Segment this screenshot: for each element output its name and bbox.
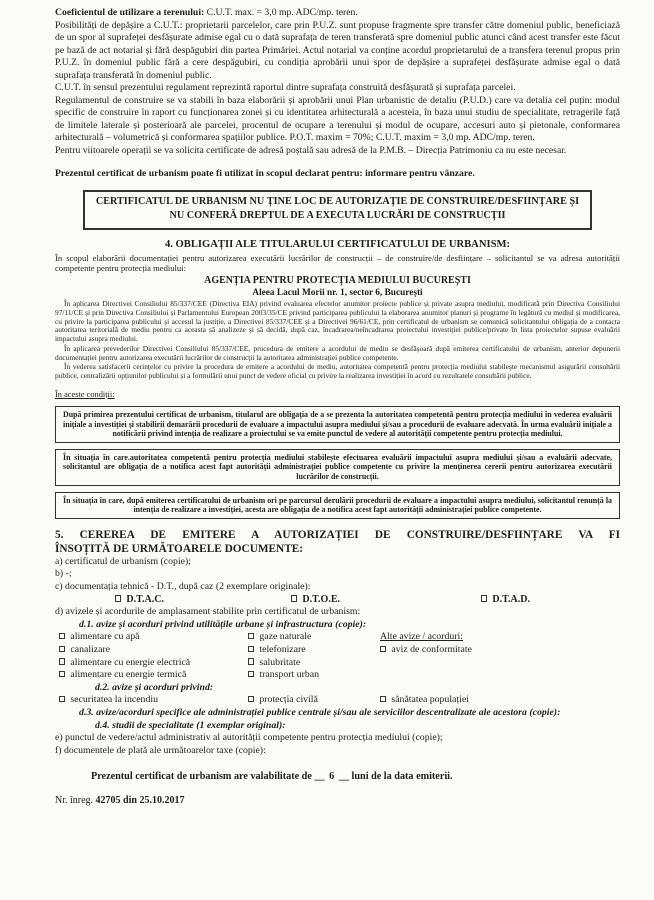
checkbox-dtoe [291, 594, 481, 607]
section4-title: 4. OBLIGAȚII ALE TITULARULUI CERTIFICATULUI DE URBANISM: [164, 238, 511, 250]
checkbox-alimentare-apa [59, 631, 248, 644]
checkbox-icon [248, 696, 254, 702]
item-d: d) avizele și acordurile de amplasament stabilite prin certificatul de urbanism: [55, 606, 361, 618]
section5-title-line-2: ÎNSOȚITĂ DE URMĂTOARELE DOCUMENTE: [55, 542, 304, 555]
registration-value: 42705 din 25.10.2017 [95, 795, 185, 807]
checkbox-dtac [115, 594, 291, 607]
checkbox-icon [59, 658, 65, 664]
checkbox-label: alimentare cu apă [70, 631, 140, 643]
checkbox-icon [59, 671, 65, 677]
item-b: b) -; [55, 568, 72, 580]
checkbox-telefonizare [248, 644, 380, 657]
checkbox-icon [248, 633, 254, 639]
checkbox-label: alimentare cu energie termică [70, 669, 187, 681]
checkbox-label: D.T.A.D. [492, 593, 530, 605]
checkbox-salubritate [248, 657, 380, 670]
checkbox-label: telefonizare [259, 643, 306, 655]
section4-intro: În scopul elaborării documentației pentru autorizarea executării lucrărilor de construcții – de construire/de desființare – solicitantul se va adresa autorității competente pentru protecția mediului: [55, 252, 620, 273]
condition-box-2: În situația în care.autoritatea competentă pentru protecția mediului stabilește efectuarea evaluării impactului asupra mediului și/sau a evaluării adecvate, solicitantul are obligația de a notifica acest fapt autorității administrației publice competente cu privire la menținerea cererii pentru autorizarea executării lucrărilor de construcții. [55, 449, 620, 486]
checkbox-label: salubritate [259, 656, 301, 668]
checkbox-securitate-incendiu [59, 694, 248, 707]
cut-value: C.U.T. max. = 3,0 mp. ADC/mp. teren. [204, 7, 358, 18]
legal-paragraph-3: În vederea satisfacerii cerințelor cu privire la procedura de emitere a acordului de mediu, autoritatea competentă pentru protecția mediului stabilește mecanismul asigurării consultării publice, centralizării opțiunilor publicului și a formulării unui punct de vedere oficial cu privire la realizarea investiției în acord cu rezultatele consultării publice. [55, 362, 620, 381]
paragraph-viitoare-operatii: Pentru viitoarele operații se va solicita certificate de adresă poștală sau adresă de la P.M.B. – Direcția Patrimoniu ca nu este necesar. [55, 144, 567, 156]
d2-avize-row [55, 694, 620, 707]
dt-options-row [55, 594, 620, 607]
validity-value: 6 [329, 771, 335, 783]
checkbox-icon [59, 696, 65, 702]
item-e: e) punctul de vedere/actul administrativ al autorității competente pentru protecția mediului (copie); [55, 732, 443, 744]
alte-avize-header: Alte avize / acorduri: [380, 631, 463, 643]
checkbox-label: protecția civilă [259, 694, 318, 706]
section5-title [55, 528, 620, 556]
checkbox-label: sănătatea populației [391, 694, 469, 706]
checkbox-icon [248, 671, 254, 677]
condition-box-3: În situația în care, după emiterea certificatului de urbanism ori pe parcursul derulării procedurii de evaluare a impactului asupra mediului, solicitantul renunță la intenția de realizare a investiției, acesta are obligația de a notifica acest fapt autorității administrației publice competente. [55, 492, 620, 519]
checkbox-label: canalizare [70, 643, 111, 655]
checkbox-label: gaze naturale [259, 631, 312, 643]
d2-label: d.2. avize și acorduri privind: [95, 681, 214, 693]
d1-label: d.1. avize și acorduri privind utilitățile urbane și infrastructura (copie): [79, 618, 367, 630]
notice-line-1: CERTIFICATUL DE URBANISM NU ȚINE LOC DE AUTORIZAȚIE DE CONSTRUIRE/DESFIINȚARE ȘI [95, 195, 580, 207]
cut-label: Coeficientul de utilizare a terenului: [55, 7, 205, 18]
d1-column-1 [55, 631, 248, 681]
paragraph-cut-max [55, 7, 620, 20]
validity-suffix: __ luni de la data emiterii. [336, 771, 453, 783]
d2-column-3 [380, 694, 620, 707]
legal-paragraph-1: În aplicarea Directivei Consiliului 85/337/CEE (Directiva EIA) privind evaluarea efectelor anumitor proiecte publice și private asupra mediului, modificată prin Directiva Consiliului 97/11/CE și prin Directiva Consiliului și Parlamentului European 2003/35/CE privind participarea publicului la elaborarea anumitor planuri și programe în legătură cu mediul și modificarea, cu privire la participarea publicului și accesul la justiție, a Directivei 85/337/CEE și a Directivei 96/61/CE, prin certificatul de urbanism se comunică solicitantului obligația de a contacta autoritatea teritorială de mediu pentru ca aceasta să analizeze și să decidă, după caz, încadrarea/neîncadrarea proiectului investiției publice/private în lista proiectelor supuse evaluării impactului asupra mediului. [55, 298, 620, 344]
checkbox-label: alimentare cu energie electrică [70, 656, 191, 668]
condition-box-1: După primirea prezentului certificat de urbanism, titularul are obligația de a se prezenta la autoritatea competentă pentru protecția mediului în vederea evaluării inițiale a investiției și stabilirii demarării procedurii de evaluare a impactului asupra mediului și/sau a procedurii de evaluare adecvată. În urma evaluării inițiale a notificării privind intenția de realizare a proiectului se va emite punctul de vedere al autorității competente pentru protecția mediului. [55, 406, 620, 443]
item-c: c) documentația tehnică - D.T., după caz (2 exemplare originale): [55, 581, 311, 593]
checkbox-protectie-civila [248, 694, 380, 707]
agency-name: AGENȚIA PENTRU PROTECȚIA MEDIULUI BUCUREȘTI [204, 274, 471, 286]
checkbox-icon [481, 595, 487, 601]
d1-column-3 [380, 631, 620, 681]
d1-column-2 [248, 631, 380, 681]
purpose-value: informare pentru vânzare. [362, 168, 475, 179]
purpose-line [55, 168, 620, 181]
checkbox-dtad [481, 594, 530, 607]
d4-label: d.4. studii de specialitate (1 exemplar original): [95, 719, 286, 731]
checkbox-sanatate-populatie [380, 694, 620, 707]
registration-label: Nr. înreg. [55, 795, 96, 807]
conditions-label: În aceste condiții: [55, 390, 115, 400]
checkbox-icon [115, 595, 121, 601]
checkbox-label: transport urban [259, 669, 319, 681]
d1-avize-grid [55, 631, 620, 681]
notice-line-2: NU CONFERĂ DREPTUL DE A EXECUTA LUCRĂRI DE CONSTRUCȚII [169, 210, 506, 221]
paragraph-posibilitati-depasire: Posibilități de depășire a C.U.T.: proprietarii parcelelor, care prin P.U.Z. sunt propuse fragmente spre transfer către domeniul public, beneficiază de un spor al suprafeței desfășurate admise egal cu o dată suprafața de teren transferată spre domeniul public atunci când acest transfer este făcut pe bază de act notarial și fără despăgubiri din partea Primăriei. Actul notarial va conține acordul proprietarului de a transfera terenul propus prin P.U.Z. în domeniul public fără a cere despăgubiri, cu condiția aprobării unui spor de depășire a suprafeței desfășurate admise egal o dată suprafața transferată în domeniul public. [55, 19, 620, 81]
checkbox-transport-urban [248, 669, 380, 682]
checkbox-label: D.T.A.C. [126, 593, 164, 605]
d2-column-1 [55, 694, 248, 707]
checkbox-icon [291, 595, 297, 601]
d3-label: d.3. avize/acorduri specifice ale administrației publice centrale și/sau ale serviciilor descentralizate ale acestora (copie): [79, 706, 561, 718]
checkbox-gaze-naturale [248, 631, 380, 644]
item-a: a) certificatul de urbanism (copie); [55, 555, 192, 567]
legal-paragraph-2: În aplicarea prevederilor Directivei Consiliului 85/337/CEE, procedura de emitere a acordului de mediu se desfășoară după emiterea certificatului de urbanism, anterior depunerii documentației pentru autorizarea executării lucrărilor de construcții la autoritatea administrației publice competente. [55, 343, 620, 362]
notice-box [83, 190, 592, 230]
checkbox-canalizare [59, 644, 248, 657]
checkbox-label: D.T.O.E. [302, 593, 340, 605]
checkbox-label: aviz de conformitate [391, 643, 472, 655]
checkbox-energie-termica [59, 669, 248, 682]
checkbox-aviz-conformitate [380, 644, 620, 657]
checkbox-icon [380, 646, 386, 652]
agency-address: Aleea Lacul Morii nr. 1, sector 6, București [252, 287, 423, 298]
checkbox-icon [59, 646, 65, 652]
checkbox-icon [248, 646, 254, 652]
paragraph-regulament-construire: Regulamentul de construire se va stabili în baza elaborării și aprobării unui Plan urbanistic de detaliu (P.U.D.) care va detalia cel puțin: modul specific de construire în raport cu funcționarea zonei și cu identitatea arhitecturală a acesteia, în baza unui studiu de specialitate, retragerile față de limitele laterale și posterioară ale parcelei, procentul de ocupare a terenului și modul de ocupare, accesuri auto și pietonale, conformarea arhitecturală – volumetrică și conformarea spațiilor publice. P.O.T. maxim = 70%; C.U.T. maxim = 3,0 mp. ADC/mp. teren. [55, 94, 620, 143]
checkbox-icon [59, 633, 65, 639]
d2-column-2 [248, 694, 380, 707]
item-f: f) documentele de plată ale următoarelor taxe (copie): [55, 744, 266, 756]
checkbox-label: securitatea la incendiu [70, 694, 158, 706]
validity-line [55, 770, 620, 783]
validity-prefix: Prezentul certificat de urbanism are valabilitate de __ [91, 771, 328, 783]
checkbox-icon [380, 696, 386, 702]
registration-line [55, 794, 620, 807]
checkbox-icon [248, 658, 254, 664]
paragraph-cut-definitie: C.U.T. în sensul prezentului regulament reprezintă raportul dintre suprafața construită desfășurată și suprafața parcelei. [55, 82, 516, 93]
purpose-label: Prezentul certificat de urbanism poate fi utilizat în scopul declarat pentru: [55, 168, 363, 179]
section5-title-line-1: 5. CEREREA DE EMITERE A AUTORIZAȚIEI DE CONSTRUIRE/DESFIINȚARE VA FI [55, 528, 620, 541]
checkbox-energie-electrica [59, 657, 248, 670]
